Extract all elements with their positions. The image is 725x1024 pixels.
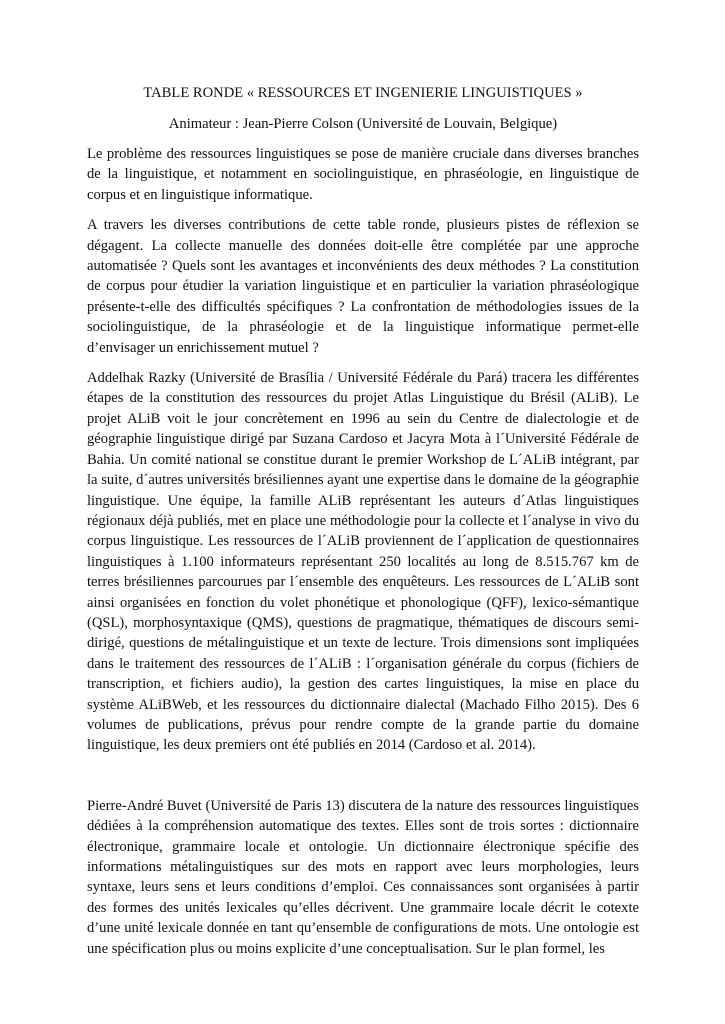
document-title: TABLE RONDE « RESSOURCES ET INGENIERIE LINGUISTIQUES »: [143, 85, 583, 101]
paragraph-razky: Addelhak Razky (Université de Brasília / Université Fédérale du Pará) tracera les différentes étapes de la constitution des ressources du projet Atlas Linguistique du Brésil (ALiB). Le projet ALiB voit le jour concrètement en 1996 au sein du Centre de dialectologie et de géographie linguistique dirigé par Suzana Cardoso et Jacyra Mota à l´Université Fédérale de Bahia. Un comité national se constitue durant le premier Workshop de L´ALiB intégrant, par la suite, d´autres universités brésiliennes ayant une expertise dans le domaine de la géographie linguistique. Une équipe, la famille ALiB représentant les auteurs d´Atlas linguistiques régionaux déjà publiés, met en place une méthodologie pour la collecte et l´analyse in vivo du corpus linguistique. Les ressources de l´ALiB proviennent de l´application de questionnaires linguistiques à 1.100 informateurs représentant 250 localités au long de 8.515.767 km de terres brésiliennes parcourues par l´ensemble des enquêteurs. Les ressources de L´ALiB sont ainsi organisées en fonction du volet phonétique et phonologique (QFF), lexico-sémantique (QSL), morphosyntaxique (QMS), questions de pragmatique, thématiques de discours semi-dirigé, questions de métalinguistique et un texte de lecture. Trois dimensions sont impliquées dans le traitement des ressources de l´ALiB : l´organisation générale du corpus (fichiers de transcription, et fichiers audio), la gestion des cartes linguistiques, la mise en place du système ALiBWeb, et les ressources du dictionnaire dialectal (Machado Filho 2015). Des 6 volumes de publications, prévus pour rendre compte de la grande partie du domaine linguistique, les deux premiers ont été publiés en 2014 (Cardoso et al. 2014).: [87, 370, 639, 754]
paragraph-questions: A travers les diverses contributions de cette table ronde, plusieurs pistes de réflexion se dégagent. La collecte manuelle des données doit-elle être complétée par une approche automatisée ? Quels sont les avantages et inconvénients des deux méthodes ? La constitution de corpus pour étudier la variation linguistique et en particulier la variation phraséologique présente-t-elle des difficultés spécifiques ? La confrontation de méthodologies issues de la sociolinguistique, de la phraséologie et de la linguistique informatique permet-elle d’envisager un enrichissement mutuel ?: [87, 217, 639, 356]
section-gap: [87, 766, 639, 796]
paragraph-buvet: Pierre-André Buvet (Université de Paris 13) discutera de la nature des ressources linguistiques dédiées à la compréhension automatique des textes. Elles sont de trois sortes : dictionnaire électronique, grammaire locale et ontologie. Un dictionnaire électronique spécifie des informations métalinguistiques sur des mots en rapport avec leurs morphologies, leurs syntaxe, leurs sens et leurs conditions d’emploi. Ces connaissances sont organisées à partir des formes des unités lexicales qu’elles décrivent. Une grammaire locale décrit le cotexte d’une unité lexicale donnée en tant qu’ensemble de configurations de mots. Une ontologie est une spécification plus ou moins explicite d’une conceptualisation. Sur le plan formel, les: [87, 797, 639, 957]
document-page: [87, 83, 639, 969]
animator-line: Animateur : Jean-Pierre Colson (Université de Louvain, Belgique): [168, 116, 558, 132]
paragraph-intro: Le problème des ressources linguistiques se pose de manière cruciale dans diverses branches de la linguistique, et notamment en sociolinguistique, en phraséologie, en linguistique de corpus et en linguistique informatique.: [87, 146, 639, 203]
